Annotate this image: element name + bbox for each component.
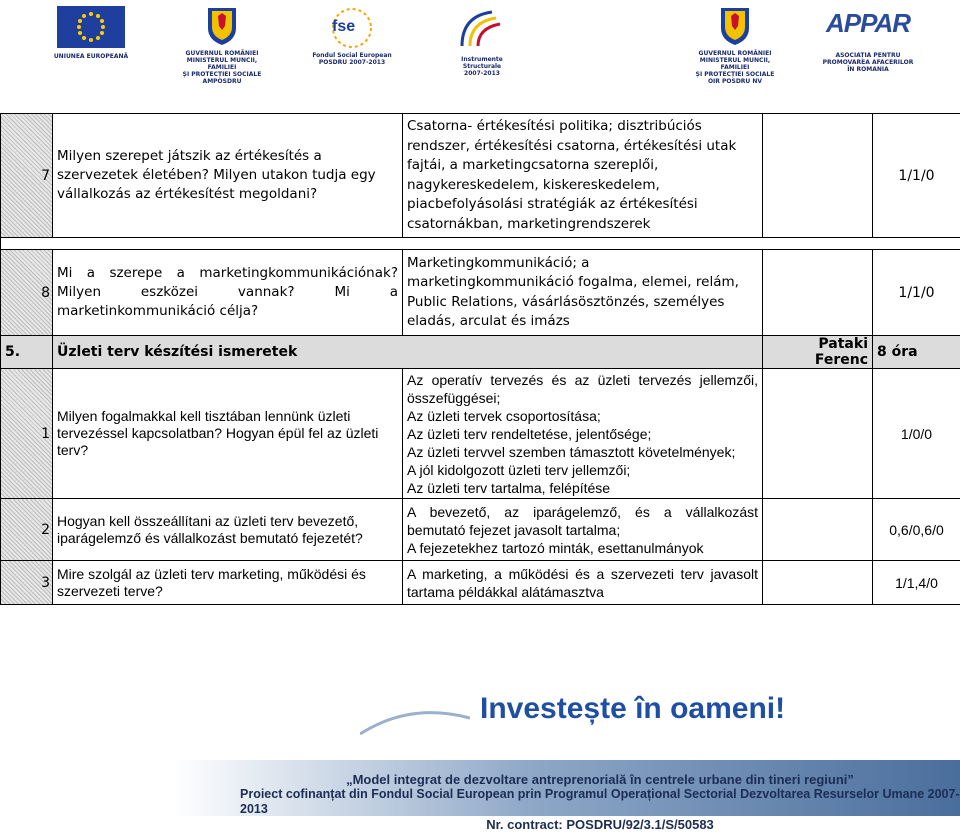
footer-line-1: „Model integrat de dezvoltare antreprenorială în centrele urbane din tineri regiuni” [240,772,960,787]
content-line: A fejezetekhez tartozó minták, esettanulmányok [407,539,758,557]
content-line: Az üzleti tervvel szemben támasztott követelmények; [407,443,758,461]
table-row [1,561,960,605]
row-number: 2 [1,499,53,561]
content-line: Az üzleti tervek csoportosítása; [407,407,758,425]
ministry-caption-1: GUVERNUL ROMÂNIEI [182,50,262,57]
row-question: Milyen fogalmakkal kell tisztában lennünk üzleti tervezéssel kapcsolatban? Hogyan épül fel az üzleti terv? [53,369,403,499]
row-question: Mire szolgál az üzleti terv marketing, működési és szervezeti terve? [53,561,403,605]
row-number: 8 [1,250,53,336]
section-header-row [1,336,960,369]
row-score: 1/1/0 [873,114,960,238]
eu-caption: UNIUNEA EUROPEANĂ [50,53,132,60]
row-content: Csatorna- értékesítési politika; disztribúciós rendszer, értékesítési csatorna, értékesítési utak fajtái, a marketingcsatorna szereplői, nagykereskedelem, kiskereskedelem, piacbefolyásolási stratégiák az értékesítési csatornákban, marketingrendszerek [403,114,763,238]
row-score: 0,6/0,6/0 [873,499,960,561]
row-number: 1 [1,369,53,499]
oir-caption-3: ȘI PROTECȚIEI SOCIALE [692,71,778,78]
structural-instruments-logo [442,6,522,77]
row-content [403,499,763,561]
row-score: 1/0/0 [873,369,960,499]
row-question: Milyen szerepet játszik az értékesítés a szervezetek életében? Milyen utakon tudja egy vállalkozás az értékesítést megoldani? [53,114,403,238]
section-title: Üzleti terv készítési ismeretek [53,336,763,369]
eu-flag-icon [57,6,125,48]
fse-caption-1: Fondul Social European [310,52,394,59]
table-row [1,499,960,561]
fse-mark-icon [310,6,394,52]
row-content: Marketingkommunikáció; a marketingkommunikáció fogalma, elemei, relám, Public Relations, vásárlásösztönzés, személyes eladás, arculat és imázs [403,250,763,336]
row-content [403,369,763,499]
appar-caption-1: ASOCIAȚIA PENTRU [820,52,916,59]
row-question: Hogyan kell összeállítani az üzleti terv bevezető, iparágelemző és vállalkozást bemutató fejezetét? [53,499,403,561]
content-line: Az operatív tervezés és az üzleti tervezés jellemzői, összefüggései; [407,371,758,407]
curriculum-table [0,113,960,605]
row-empty-cell [763,369,873,499]
footer-line-3: Nr. contract: POSDRU/92/3.1/S/50583 [240,817,960,832]
fse-caption-2: POSDRU 2007-2013 [310,59,394,66]
row-score: 1/1/0 [873,250,960,336]
row-empty-cell [763,250,873,336]
ministry-caption-3: ȘI PROTECȚIEI SOCIALE [182,71,262,78]
section-teacher: Pataki Ferenc [763,336,873,369]
eu-logo [50,6,132,60]
footer-slogan: Investește în oameni! [480,692,785,726]
footer-text [240,772,960,832]
romania-crest-icon [718,4,752,46]
row-content [403,561,763,605]
romania-crest-icon [205,4,239,46]
row-question: Mi a szerepe a marketingkommunikációnak? Milyen eszközei vannak? Mi a marketinkommunikáció célja? [53,250,403,336]
structural-caption-2: 2007-2013 [442,70,522,77]
content-line: A jól kidolgozott üzleti terv jellemzői; [407,461,758,479]
spacer-row [1,238,960,250]
appar-logo [820,8,916,73]
table-row [1,369,960,499]
appar-caption-2: PROMOVAREA AFACERILOR [820,59,916,66]
oir-caption-4: OIR POSDRU NV [692,78,778,85]
row-number: 7 [1,114,53,238]
ministry-logo [182,4,262,85]
table-row [1,250,960,336]
table-row [1,114,960,238]
ministry-caption-2: MINISTERUL MUNCII, FAMILIEI [182,57,262,71]
fse-logo [310,6,394,66]
structural-caption-1: Instrumente Structurale [442,56,522,70]
oir-caption-1: GUVERNUL ROMÂNIEI [692,50,778,57]
oir-logo [692,4,778,85]
swoosh-icon [360,700,470,740]
appar-wordmark: APPAR [820,8,916,38]
appar-caption-3: ÎN ROMANIA [820,66,916,73]
content-line: A bevezető, az iparágelemző, és a vállalkozást bemutató fejezet javasolt tartalma; [407,503,758,539]
section-hours: 8 óra [873,336,960,369]
content-line: Az üzleti terv tartalma, felépítése [407,479,758,497]
ministry-caption-4: AMPOSDRU [182,78,262,85]
content-line: A marketing, a működési és a szervezeti terv javasolt tartama példákkal alátámasztva [407,565,758,601]
oir-caption-2: MINISTERUL MUNCII, FAMILIEI [692,57,778,71]
section-number: 5. [1,336,53,369]
fse-mark-text: fse [332,18,355,36]
row-score: 1/1,4/0 [873,561,960,605]
row-number: 3 [1,561,53,605]
footer-line-2: Proiect cofinanțat din Fondul Social European prin Programul Operațional Sectorial Dezvoltarea Resurselor Umane 2007-2013 [240,787,960,817]
structural-instruments-icon [452,6,512,52]
content-line: Az üzleti terv rendeltetése, jelentősége; [407,425,758,443]
row-empty-cell [763,561,873,605]
row-empty-cell [763,114,873,238]
row-empty-cell [763,499,873,561]
